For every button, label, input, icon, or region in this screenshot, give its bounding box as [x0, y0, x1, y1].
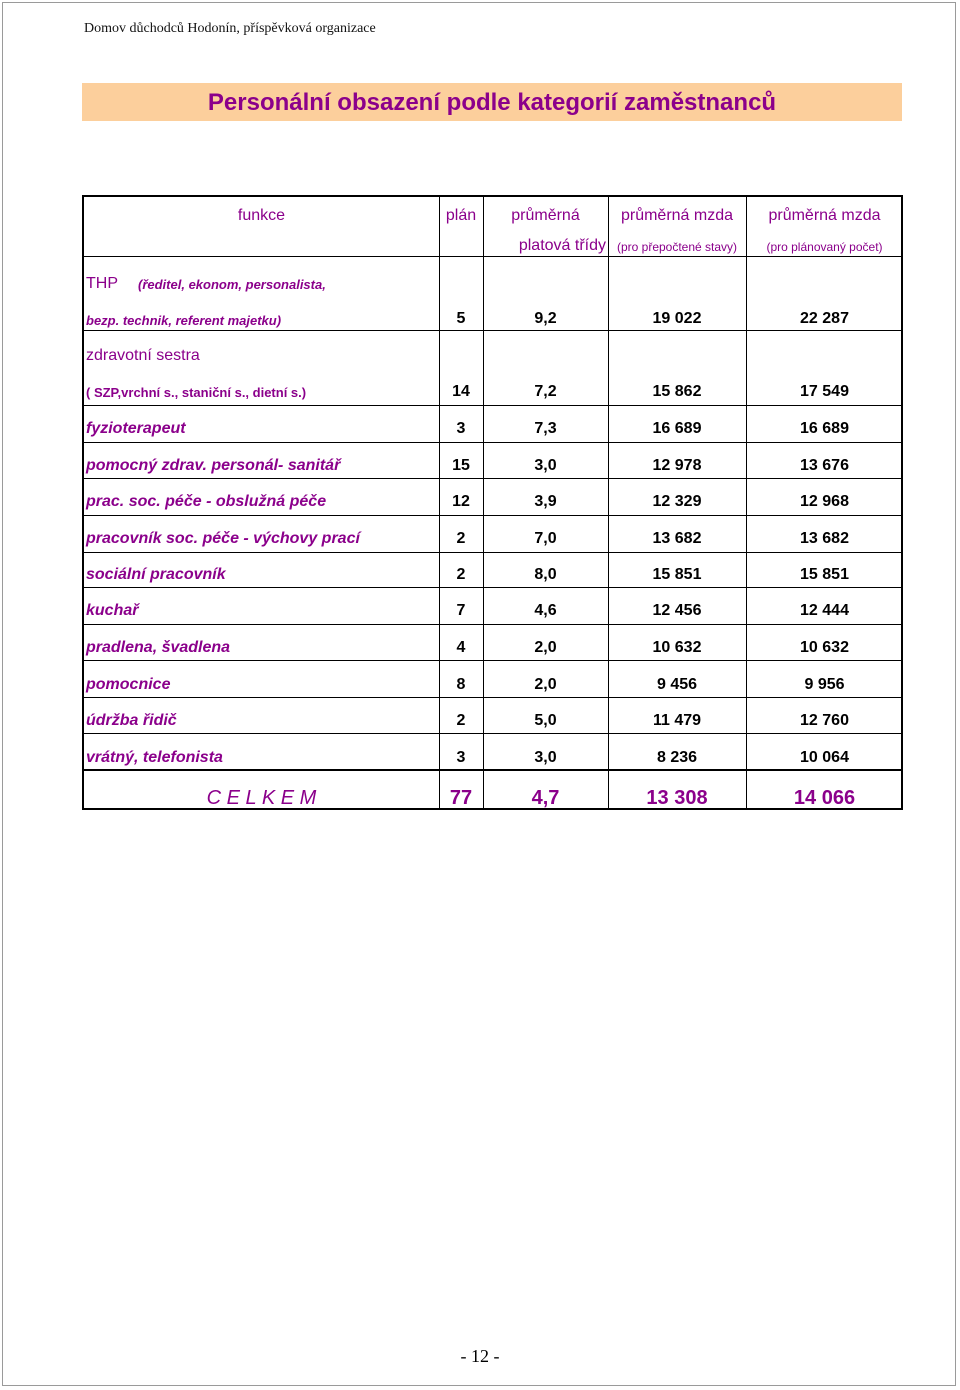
header-mzda-prep-2: (pro přepočtené stavy) [616, 240, 738, 254]
header-mzda-prep-1: průměrná mzda [620, 207, 734, 224]
row-label: prac. soc. péče - obslužná péče [86, 493, 327, 510]
row-label: vrátný, telefonista [86, 749, 223, 766]
row-label: pradlena, švadlena [86, 639, 231, 656]
plan-value: 12 [452, 493, 470, 510]
total-plan: 77 [449, 787, 473, 809]
mzda-plan-value: 22 287 [800, 310, 849, 327]
plan-value: 8 [456, 676, 466, 693]
total-trida: 4,7 [531, 787, 560, 809]
row-label: zdravotní sestra [86, 347, 200, 364]
staff-table [82, 195, 903, 810]
row-label: THP [86, 275, 118, 292]
header-mzda-plan-1: průměrná mzda [768, 207, 881, 224]
trida-value: 2,0 [534, 639, 557, 656]
row-label: pomocný zdrav. personál- sanitář [86, 457, 341, 474]
trida-value: 2,0 [534, 676, 557, 693]
row-divider [84, 624, 901, 625]
header-funkce: funkce [237, 207, 286, 224]
header-trida-1: průměrná [511, 207, 580, 224]
page-number: - 12 - [460, 1346, 500, 1366]
total-divider [84, 769, 901, 771]
page-title: Personální obsazení podle kategorií zaměstnanců [207, 89, 777, 116]
header-trida-2: platová třídy [518, 237, 606, 254]
mzda-plan-value: 17 549 [800, 383, 849, 400]
mzda-prep-value: 11 479 [652, 712, 702, 729]
plan-value: 15 [452, 457, 470, 474]
header-plan: plán [445, 207, 477, 224]
plan-value: 14 [452, 383, 470, 400]
total-label: C E L K E M [206, 787, 317, 809]
trida-value: 3,9 [534, 493, 557, 510]
mzda-prep-value: 16 689 [652, 420, 702, 437]
plan-value: 7 [456, 602, 466, 619]
row-divider [84, 733, 901, 734]
trida-value: 7,3 [534, 420, 557, 437]
mzda-prep-value: 19 022 [652, 310, 702, 327]
mzda-plan-value: 12 444 [800, 602, 849, 619]
plan-value: 2 [456, 712, 466, 729]
mzda-plan-value: 16 689 [800, 420, 849, 437]
row-label-detail: ( SZP,vrchní s., staniční s., dietní s.) [86, 385, 307, 400]
mzda-prep-value: 9 456 [656, 676, 698, 693]
trida-value: 7,2 [534, 383, 557, 400]
row-divider [84, 697, 901, 698]
row-divider [84, 256, 901, 257]
trida-value: 8,0 [534, 566, 557, 583]
total-mzda-prep: 13 308 [646, 787, 708, 809]
trida-value: 7,0 [534, 530, 557, 547]
plan-value: 4 [456, 639, 466, 656]
title-band [82, 83, 902, 121]
row-divider [84, 478, 901, 479]
mzda-plan-value: 12 760 [800, 712, 849, 729]
mzda-prep-value: 10 632 [652, 639, 702, 656]
row-label: údržba řidič [86, 712, 177, 729]
plan-value: 5 [456, 310, 466, 327]
row-label: sociální pracovník [86, 566, 226, 583]
row-label: pracovník soc. péče - výchovy prací [86, 530, 360, 547]
mzda-plan-value: 12 968 [800, 493, 849, 510]
trida-value: 4,6 [534, 602, 557, 619]
plan-value: 3 [456, 420, 466, 437]
trida-value: 3,0 [534, 457, 557, 474]
row-divider [84, 552, 901, 553]
mzda-prep-value: 13 682 [652, 530, 702, 547]
row-label-detail: (ředitel, ekonom, personalista, [138, 277, 326, 292]
trida-value: 3,0 [534, 749, 557, 766]
mzda-plan-value: 10 632 [800, 639, 849, 656]
row-label: pomocnice [86, 676, 171, 693]
row-divider [84, 405, 901, 406]
mzda-plan-value: 9 956 [804, 676, 845, 693]
mzda-plan-value: 10 064 [800, 749, 849, 766]
header-mzda-plan-2: (pro plánovaný počet) [766, 240, 883, 254]
row-divider [84, 330, 901, 331]
mzda-plan-value: 15 851 [800, 566, 849, 583]
trida-value: 9,2 [534, 310, 557, 327]
plan-value: 3 [456, 749, 466, 766]
row-divider [84, 660, 901, 661]
row-label-detail: bezp. technik, referent majetku) [86, 313, 282, 328]
total-mzda-plan: 14 066 [793, 787, 856, 809]
mzda-prep-value: 12 978 [652, 457, 702, 474]
mzda-prep-value: 8 236 [656, 749, 698, 766]
plan-value: 2 [456, 566, 466, 583]
mzda-plan-value: 13 682 [800, 530, 849, 547]
trida-value: 5,0 [534, 712, 557, 729]
organization-header: Domov důchodců Hodonín, příspěvková organizace [84, 21, 376, 36]
mzda-plan-value: 13 676 [800, 457, 849, 474]
row-divider [84, 587, 901, 588]
row-label: kuchař [86, 602, 139, 619]
mzda-prep-value: 15 851 [652, 566, 702, 583]
row-label: fyzioterapeut [86, 420, 186, 437]
row-divider [84, 442, 901, 443]
mzda-prep-value: 12 456 [652, 602, 702, 619]
mzda-prep-value: 15 862 [652, 383, 702, 400]
plan-value: 2 [456, 530, 466, 547]
mzda-prep-value: 12 329 [652, 493, 702, 510]
row-divider [84, 515, 901, 516]
